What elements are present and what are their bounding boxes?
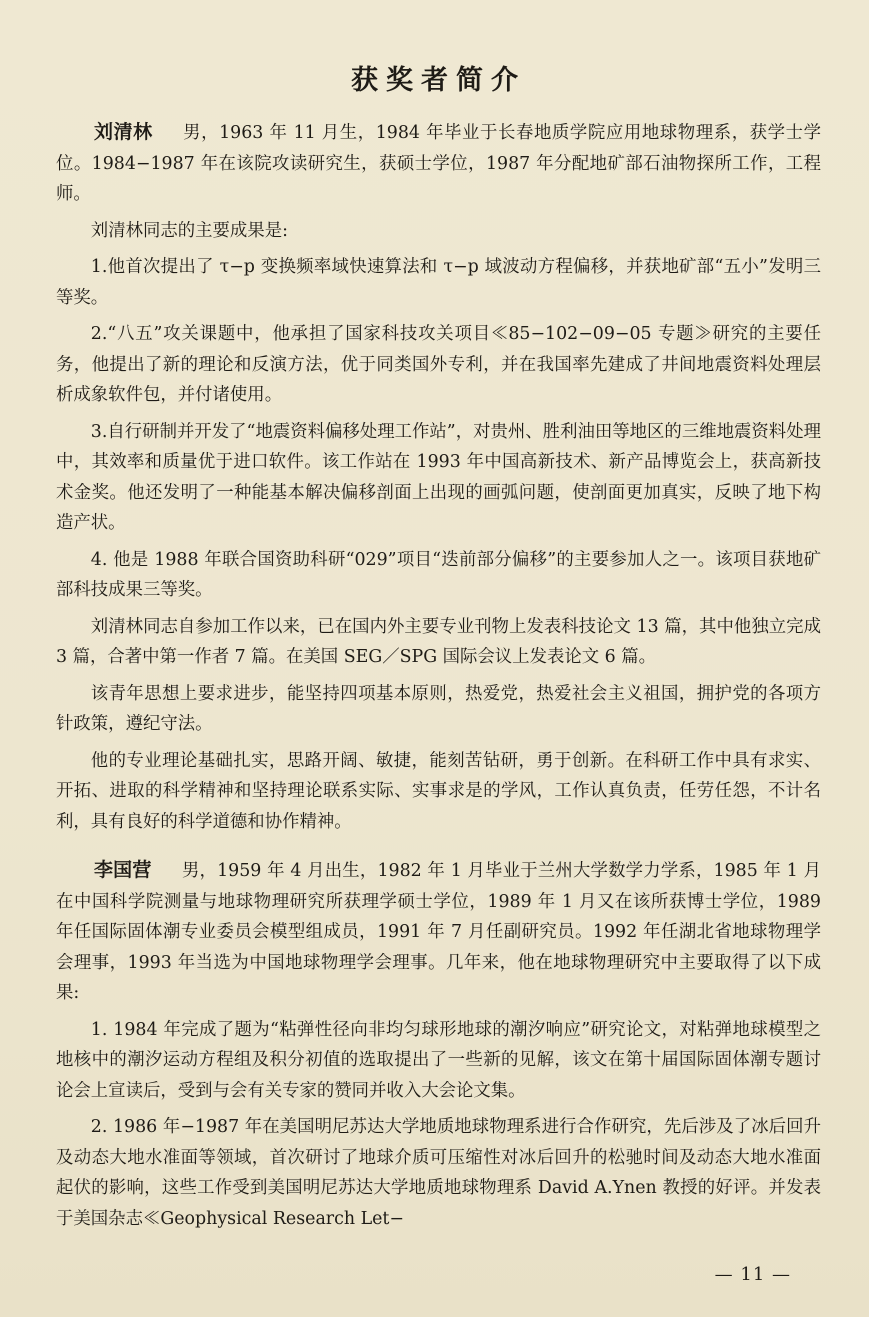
person1-paragraph: 4. 他是 1988 年联合国资助科研“029”项目“迭前部分偏移”的主要参加人之一。该项目获地矿部科技成果三等奖。 bbox=[56, 549, 821, 600]
person1-intro-text: 男，1963 年 11 月生，1984 年毕业于长春地质学院应用地球物理系，获学士学位。1984−1987 年在该院攻读研究生，获硕士学位，1987 年分配地矿部石油物探所工作，工程师。 bbox=[56, 123, 821, 204]
person2-intro bbox=[56, 855, 821, 1009]
person1-intro bbox=[56, 117, 821, 210]
person1-paragraph: 他的专业理论基础扎实，思路开阔、敏捷，能刻苦钻研，勇于创新。在科研工作中具有求实、开拓、进取的科学精神和坚持理论联系实际、实事求是的学风，工作认真负责，任劳任怨，不计名利，具有良好的科学道德和协作精神。 bbox=[56, 750, 821, 832]
person1-paragraph: 1.他首次提出了 τ−p 变换频率域快速算法和 τ−p 域波动方程偏移，并获地矿部“五小”发明三等奖。 bbox=[56, 257, 821, 308]
person1-paragraph: 3.自行研制并开发了“地震资料偏移处理工作站”，对贵州、胜利油田等地区的三维地震资料处理中，其效率和质量优于进口软件。该工作站在 1993 年中国高新技术、新产品博览会上，获高新技术金奖。他还发明了一种能基本解决偏移剖面上出现的画弧问题，使剖面更加真实，反映了地下构造产状。 bbox=[56, 421, 821, 533]
person2-intro-text: 男，1959 年 4 月出生，1982 年 1 月毕业于兰州大学数学力学系，1985 年 1 月在中国科学院测量与地球物理研究所获理学硕士学位，1989 年 1 月又在该所获博士学位，1989 年任国际固体潮专业委员会模型组成员，1991 年 7 月任副研究员。1992 年任湖北省地球物理学会理事，1993 年当选为中国地球物理学会理事。几年来，他在地球物理研究中主要取得了以下成果: bbox=[56, 861, 821, 1003]
person2-name: 李国营 bbox=[94, 859, 152, 881]
person1-paragraph: 刘清林同志的主要成果是: bbox=[90, 220, 288, 241]
page-number: — 11 — bbox=[714, 1264, 791, 1285]
page-title: 获奖者简介 bbox=[351, 65, 526, 96]
person1-paragraph: 该青年思想上要求进步，能坚持四项基本原则，热爱党，热爱社会主义祖国，拥护党的各项方针政策，遵纪守法。 bbox=[56, 683, 821, 734]
person2-paragraph: 1. 1984 年完成了题为“粘弹性径向非均匀球形地球的潮汐响应”研究论文，对粘弹地球模型之地核中的潮汐运动方程组及积分初值的选取提出了一些新的见解，该文在第十届国际固体潮专题讨论会上宣读后，受到与会有关专家的赞同并收入大会论文集。 bbox=[56, 1019, 821, 1101]
person1-name: 刘清林 bbox=[94, 121, 153, 143]
person1-paragraph: 刘清林同志自参加工作以来，已在国内外主要专业刊物上发表科技论文 13 篇，其中他独立完成 3 篇，合著中第一作者 7 篇。在美国 SEG／SPG 国际会议上发表论文 6 篇。 bbox=[56, 616, 821, 667]
person1-paragraph: 2.“八五”攻关课题中，他承担了国家科技攻关项目≪85−102−09−05 专题≫研究的主要任务，他提出了新的理论和反演方法，优于同类国外专利，并在我国率先建成了井间地震资料处理层析成象软件包，并付诸使用。 bbox=[56, 324, 821, 405]
person2-paragraph: 2. 1986 年−1987 年在美国明尼苏达大学地质地球物理系进行合作研究，先后涉及了冰后回升及动态大地水准面等领域，首次研讨了地球介质可压缩性对冰后回升的松驰时间及动态大地水准面起伏的影响，这些工作受到美国明尼苏达大学地质地球物理系 David A.Ynen 教授的好评。并发表于美国杂志≪Geophysical Research Let− bbox=[56, 1117, 821, 1229]
